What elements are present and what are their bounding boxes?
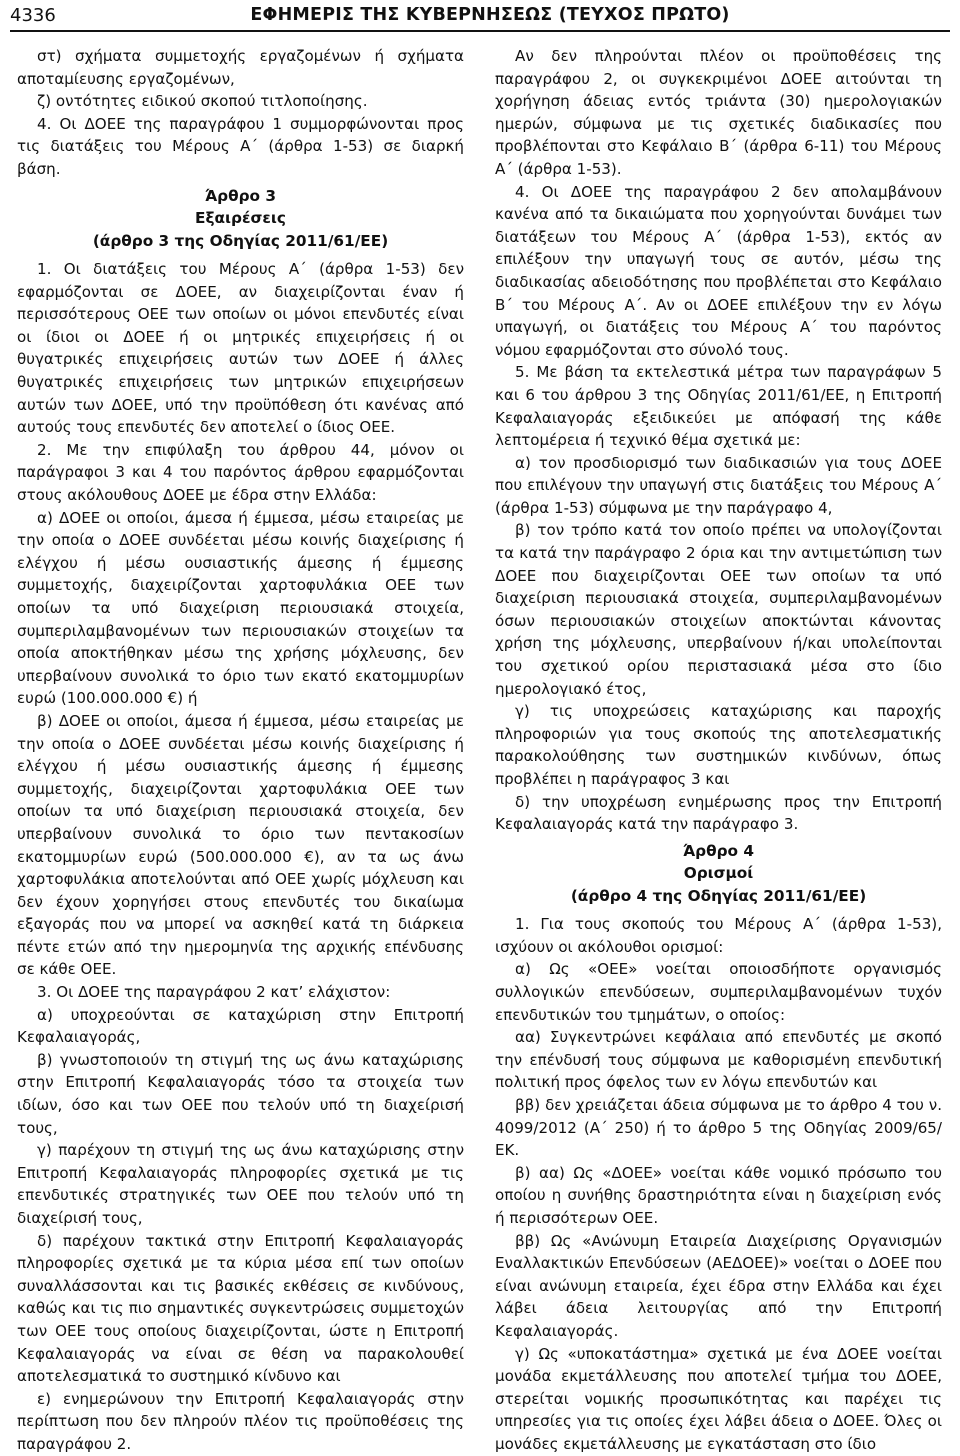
paragraph: 4. Οι ΔΟΕΕ της παραγράφου 2 δεν απολαμβάνουν κανένα από τα δικαιώματα που χορηγούνται δυνάμει των διατάξεων του Μέρους Α΄ (άρθρα 1-53), εκτός αν επιλέξουν την υπαγωγή τους σε αυτόν, μέσω της διαδικασίας αδειοδότησης που προβλέπεται στο Κεφάλαιο Β΄ του Μέρους Α΄. Αν οι ΔΟΕΕ επιλέξουν την εν λόγω υπαγωγή, οι διατάξεις του Μέρους Α΄ του παρόντος νόμου εφαρμόζονται στο σύνολό τους. — [495, 182, 942, 359]
gazette-title: ΕΦΗΜΕΡΙΣ ΤΗΣ ΚΥΒΕΡΝΗΣΕΩΣ (ΤΕΥΧΟΣ ΠΡΩΤΟ) — [250, 5, 730, 25]
paragraph: γ) τις υποχρεώσεις καταχώρισης και παροχής πληροφοριών για τους σκοπούς της αποτελεσματικής παρακολούθησης των συστημικών κινδύνων, όπως προβλέπει η παράγραφος 3 και — [495, 702, 942, 788]
paragraph: ζ) οντότητες ειδικού σκοπού τιτλοποίησης. — [37, 92, 368, 111]
paragraph: 5. Με βάση τα εκτελεστικά μέτρα των παραγράφων 5 και 6 του άρθρου 3 της Οδηγίας 2011/61/ΕΕ, η Επιτροπή Κεφαλαιαγοράς εξειδικεύει με απόφασή της κάθε λεπτομέρεια ή τεχνικό θέμα σχετικά με: — [495, 363, 942, 450]
paragraph: α) τον προσδιορισμό των διαδικασιών για τους ΔΟΕΕ που επιλέγουν την υπαγωγή στις διατάξεις του Μέρους Α΄ (άρθρα 1-53) σύμφωνα με την παράγραφο 4, — [495, 453, 942, 517]
paragraph: β) γνωστοποιούν τη στιγμή της ως άνω καταχώρισης στην Επιτροπή Κεφαλαιαγοράς τόσο τα στοιχεία των ιδίων, όσο και των ΟΕΕ που τελούν υπό τη διαχείρισή τους, — [17, 1050, 464, 1137]
paragraph: Αν δεν πληρούνται πλέον οι προϋποθέσεις της παραγράφου 2, οι συγκεκριμένοι ΔΟΕΕ αιτούνται τη χορήγηση άδειας εντός τριάντα (30) ημερολογιακών ημερών, σύμφωνα με τις σχετικές διαδικασίες που προβλέπονται στο Κεφάλαιο Β΄ (άρθρα 6-11) του Μέρους Α΄ (άρθρα 1-53). — [495, 47, 942, 178]
article-title: Εξαιρέσεις — [195, 209, 286, 228]
paragraph: β) ΔΟΕΕ οι οποίοι, άμεσα ή έμμεσα, μέσω εταιρείας με την οποία ο ΔΟΕΕ συνδέεται μέσω κοινής διαχείρισης ή ελέγχου ή μέσω ουσιαστικής άμεσης ή έμμεσης συμμετοχής, διαχειρίζονται χαρτοφυλάκια ΟΕΕ των οποίων τα υπό διαχείριση περιουσιακά στοιχεία, δεν υπερβαίνουν συνολικά το όριο των πεντακοσίων εκατομμυρίων ευρώ (500.000.000 €), αν τα ως άνω χαρτοφυλάκια αποτελούνται από ΟΕΕ χωρίς μόχλευση και δεν έχουν χορηγήσει στους επενδυτές του δικαίωμα εξαγοράς που να μπορεί να ασκηθεί κατά τη διάρκεια πέντε ετών από την ημερομηνία της αρχικής επένδυσης σε κάθε ΟΕΕ. — [17, 711, 464, 979]
article-reference: (άρθρο 4 της Οδηγίας 2011/61/ΕΕ) — [570, 886, 867, 905]
paragraph: α) υποχρεούνται σε καταχώριση στην Επιτροπή Κεφαλαιαγοράς, — [17, 1005, 464, 1047]
paragraph: 4. Οι ΔΟΕΕ της παραγράφου 1 συμμορφώνονται προς τις διατάξεις του Μέρους Α΄ (άρθρα 1-53) σε διαρκή βάση. — [17, 114, 464, 178]
paragraph: α) Ως «ΟΕΕ» νοείται οποιοσδήποτε οργανισμός συλλογικών επενδύσεων, συμπεριλαμβανομένων τυχόν επενδυτικών του τμημάτων, ο οποίος: — [495, 960, 942, 1024]
paragraph: α) ΔΟΕΕ οι οποίοι, άμεσα ή έμμεσα, μέσω εταιρείας με την οποία ο ΔΟΕΕ συνδέεται μέσω κοινής διαχείρισης ή ελέγχου ή μέσω ουσιαστικής άμεσης ή έμμεσης συμμετοχής, διαχειρίζονται χαρτοφυλάκια ΟΕΕ των οποίων τα υπό διαχείριση περιουσιακά στοιχεία, συμπεριλαμβανομένων των περιουσιακών στοιχείων τα οποία αποκτήθηκαν μέσω της χρήσης μόχλευσης, δεν υπερβαίνουν συνολικά το όριο των εκατό εκατομμυρίων ευρώ (100.000.000 €) ή — [17, 508, 464, 708]
article-heading — [17, 185, 464, 253]
paragraph: 2. Με την επιφύλαξη του άρθρου 44, μόνον οι παράγραφοι 3 και 4 του παρόντος άρθρου εφαρμόζονται στους ακόλουθους ΔΟΕΕ με έδρα στην Ελλάδα: — [17, 440, 464, 504]
article-title: Ορισμοί — [683, 864, 754, 883]
article-number: Άρθρο 4 — [682, 841, 755, 860]
left-column — [17, 45, 464, 1456]
paragraph: 1. Οι διατάξεις του Μέρους Α΄ (άρθρα 1-53) δεν εφαρμόζονται σε ΔΟΕΕ, αν διαχειρίζονται έναν ή περισσότερους ΟΕΕ των οποίων οι μόνοι επενδυτές είναι οι ίδιοι οι ΔΟΕΕ ή οι μητρικές επιχειρήσεις ή οι θυγατρικές επιχειρήσεις αυτών των ΔΟΕΕ ή άλλες θυγατρικές επιχειρήσεις των μητρικών επιχειρήσεων αυτών των ΔΟΕΕ, υπό την προϋπόθεση ότι κανένας από αυτούς τους επενδυτές δεν αποτελεί ο ίδιος ΟΕΕ. — [17, 260, 464, 437]
article-heading — [495, 840, 942, 908]
paragraph: αα) Συγκεντρώνει κεφάλαια από επενδυτές με σκοπό την επένδυσή τους σύμφωνα με καθορισμένη επενδυτική πολιτική προς όφελος των εν λόγω επενδυτών και — [495, 1028, 942, 1092]
paragraph: ββ) Ως «Ανώνυμη Εταιρεία Διαχείρισης Οργανισμών Εναλλακτικών Επενδύσεων (ΑΕΔΟΕΕ)» νοείται ο ΔΟΕΕ που είναι ανώνυμη εταιρεία, έχει έδρα στην Ελλάδα και έχει λάβει άδεια λειτουργίας από την Επιτροπή Κεφαλαιαγοράς. — [495, 1231, 942, 1340]
paragraph: ε) ενημερώνουν την Επιτροπή Κεφαλαιαγοράς στην περίπτωση που δεν πληρούν πλέον τις προϋποθέσεις της παραγράφου 2. — [17, 1389, 464, 1453]
paragraph: γ) Ως «υποκατάστημα» σχετικά με ένα ΔΟΕΕ νοείται μονάδα εκμετάλλευσης που αποτελεί τμήμα του ΔΟΕΕ, στερείται νομικής προσωπικότητας και παρέχει τις υπηρεσίες για τις οποίες έχει λάβει άδεια ο ΔΟΕΕ. Όλες οι μονάδες εκμετάλλευσης με εγκατάσταση στο ίδιο — [495, 1344, 942, 1453]
paragraph: 1. Για τους σκοπούς του Μέρους Α΄ (άρθρα 1-53), ισχύουν οι ακόλουθοι ορισμοί: — [495, 915, 942, 956]
paragraph: στ) σχήματα συμμετοχής εργαζομένων ή σχήματα αποταμίευσης εργαζομένων, — [17, 47, 464, 88]
paragraph: ββ) δεν χρειάζεται άδεια σύμφωνα με το άρθρο 4 του ν. 4099/2012 (Α΄ 250) ή το άρθρο 5 της Οδηγίας 2009/65/ΕΚ. — [495, 1096, 942, 1160]
article-reference: (άρθρο 3 της Οδηγίας 2011/61/ΕΕ) — [92, 231, 389, 250]
paragraph: γ) παρέχουν τη στιγμή της ως άνω καταχώρισης στην Επιτροπή Κεφαλαιαγοράς πληροφορίες σχετικά με τις επενδυτικές στρατηγικές των ΟΕΕ που τελούν υπό τη διαχείρισή τους, — [17, 1141, 464, 1227]
right-column — [495, 45, 942, 1456]
page-header — [10, 0, 950, 32]
paragraph: δ) την υποχρέωση ενημέρωσης προς την Επιτροπή Κεφαλαιαγοράς κατά την παράγραφο 3. — [495, 792, 942, 834]
paragraph: β) τον τρόπο κατά τον οποίο πρέπει να υπολογίζονται τα κατά την παράγραφο 2 όρια και την αντιμετώπιση των ΔΟΕΕ που διαχειρίζονται ΟΕΕ των οποίων τα υπό διαχείριση περιουσιακά στοιχεία, συμπεριλαμβανομένων όσων περιουσιακών στοιχείων αποκτώνται κάνοντας χρήση της μόχλευσης, υπερβαίνουν ή/και υπολείπονται του σχετικού ορίου περιστασιακά μέσα στο ίδιο ημερολογιακό έτος, — [495, 521, 942, 698]
paragraph: β) αα) Ως «ΔΟΕΕ» νοείται κάθε νομικό πρόσωπο του οποίου η συνήθης δραστηριότητα είναι η διαχείριση ενός ή περισσότερων ΟΕΕ. — [495, 1163, 942, 1227]
paragraph: 3. Οι ΔΟΕΕ της παραγράφου 2 κατ’ ελάχιστον: — [37, 983, 391, 1002]
page-number: 4336 — [10, 4, 56, 26]
paragraph: δ) παρέχουν τακτικά στην Επιτροπή Κεφαλαιαγοράς πληροφορίες σχετικά με τα κύρια μέσα επί των οποίων συναλλάσσονται και τις βασικές εκθέσεις σε κινδύνους, καθώς και τις πιο σημαντικές συγκεντρώσεις συμμετοχών των ΟΕΕ τους οποίους διαχειρίζονται, ώστε η Επιτροπή Κεφαλαιαγοράς να είναι σε θέση να παρακολουθεί αποτελεσματικά το συστημικό κίνδυνο και — [17, 1231, 464, 1386]
article-number: Άρθρο 3 — [204, 186, 277, 205]
